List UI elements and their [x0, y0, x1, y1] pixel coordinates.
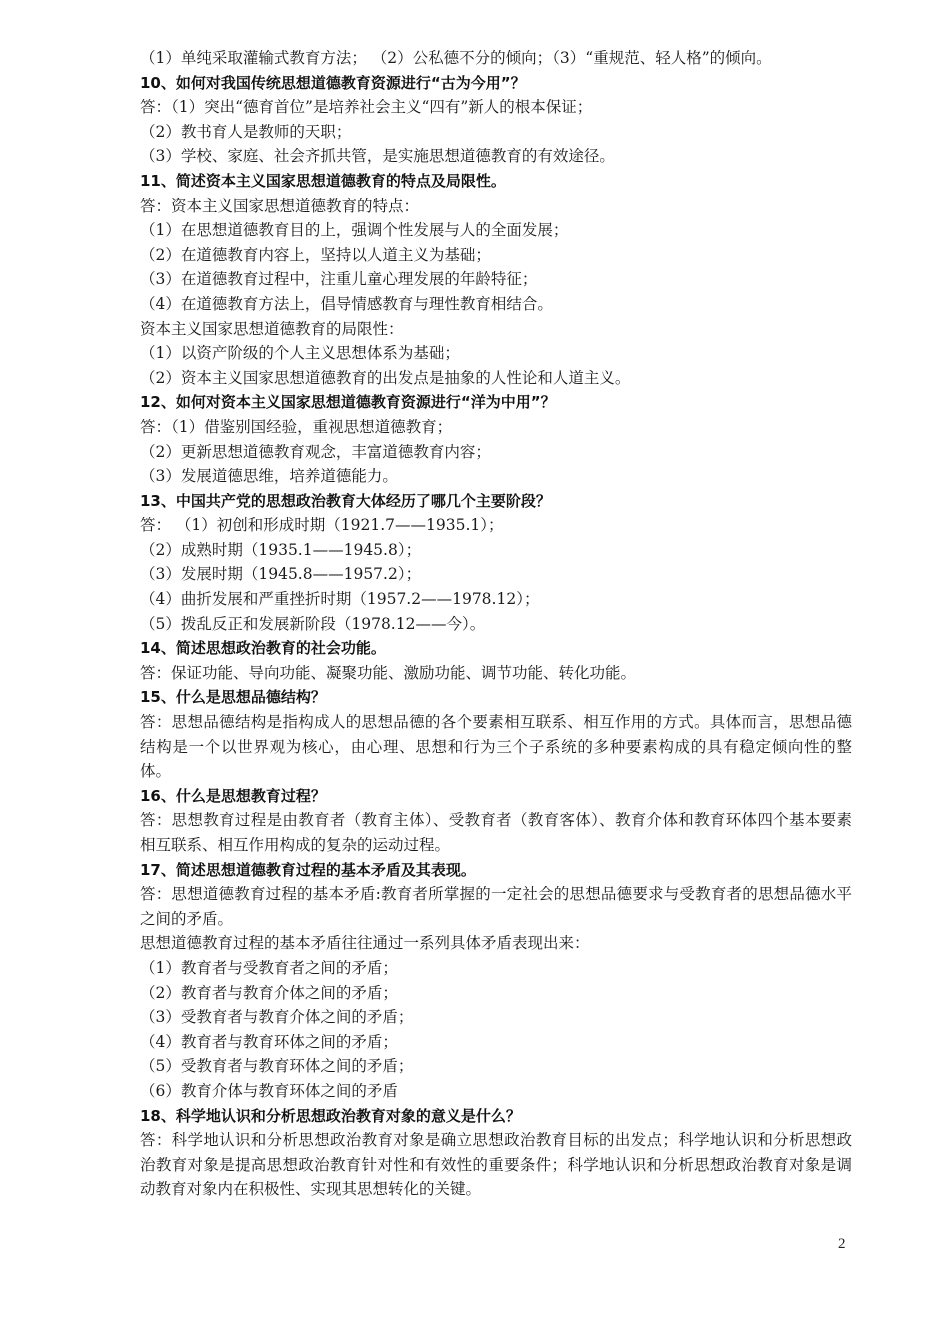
page-number: 2 — [838, 1236, 846, 1252]
answer-line: （3）在道德教育过程中，注重儿童心理发展的年龄特征； — [140, 270, 538, 289]
question-heading: 16、什么是思想教育过程？ — [140, 786, 326, 805]
answer-line: 答： （1）初创和形成时期（1921.7——1935.1）； — [140, 516, 504, 535]
answer-line: （3）发展时期（1945.8——1957.2）； — [140, 565, 422, 584]
answer-line: （6）教育介体与教育环体之间的矛盾 — [140, 1081, 398, 1100]
answer-line: （4）在道德教育方法上，倡导情感教育与理性教育相结合。 — [140, 294, 553, 313]
answer-line: （5）拨乱反正和发展新阶段（1978.12——今）。 — [140, 614, 486, 633]
answer-paragraph: 答：思想道德教育过程的基本矛盾:教育者所掌握的一定社会的思想品德要求与受教育者的思想品德水平之间的矛盾。 — [140, 885, 852, 928]
answer-line: （1）以资产阶级的个人主义思想体系为基础； — [140, 344, 460, 363]
question-heading: 10、如何对我国传统思想道德教育资源进行“古为今用”？ — [140, 73, 526, 92]
answer-line: （3）受教育者与教育介体之间的矛盾； — [140, 1008, 414, 1027]
answer-line: 答：资本主义国家思想道德教育的特点： — [140, 196, 420, 215]
answer-line: 思想道德教育过程的基本矛盾往往通过一系列具体矛盾表现出来： — [140, 934, 590, 953]
answer-line: （2）成熟时期（1935.1——1945.8）； — [140, 540, 422, 559]
answer-line: （1）在思想道德教育目的上，强调个性发展与人的全面发展； — [140, 221, 569, 240]
answer-line: 答：（1）突出“德育首位”是培养社会主义“四有”新人的根本保证； — [140, 98, 593, 117]
answer-paragraph: 答：科学地认识和分析思想政治教育对象是确立思想政治教育目标的出发点；科学地认识和分析思想政治教育对象是提高思想政治教育针对性和有效性的重要条件；科学地认识和分析思想政治教育对象是调动教育对象内在积极性、实现其思想转化的关键。 — [140, 1131, 852, 1199]
answer-line: （2）在道德教育内容上，坚持以人道主义为基础； — [140, 245, 491, 264]
answer-line: （4）教育者与教育环体之间的矛盾； — [140, 1032, 398, 1051]
answer-line: （3）学校、家庭、社会齐抓共管，是实施思想道德教育的有效途径。 — [140, 147, 615, 166]
question-heading: 12、如何对资本主义国家思想道德教育资源进行“洋为中用”？ — [140, 393, 556, 412]
question-heading: 15、什么是思想品德结构？ — [140, 688, 326, 707]
answer-paragraph: 答：思想教育过程是由教育者（教育主体）、受教育者（教育客体）、教育介体和教育环体四个基本要素相互联系、相互作用构成的复杂的运动过程。 — [140, 811, 852, 854]
answer-line: （4）曲折发展和严重挫折时期（1957.2——1978.12）； — [140, 590, 540, 609]
answer-line: 答：（1）借鉴别国经验，重视思想道德教育； — [140, 417, 453, 436]
question-heading: 18、科学地认识和分析思想政治教育对象的意义是什么？ — [140, 1106, 521, 1125]
question-heading: 17、简述思想道德教育过程的基本矛盾及其表现。 — [140, 860, 476, 879]
question-heading: 11、简述资本主义国家思想道德教育的特点及局限性。 — [140, 171, 506, 190]
question-heading: 14、简述思想政治教育的社会功能。 — [140, 639, 386, 658]
answer-line: （5）受教育者与教育环体之间的矛盾； — [140, 1057, 414, 1076]
answer-line: （1）单纯采取灌输式教育方法； （2）公私德不分的倾向；（3）“重规范、轻人格”的倾向。 — [140, 49, 772, 67]
answer-line: （3）发展道德思维，培养道德能力。 — [140, 467, 398, 486]
answer-line: （2）教育者与教育介体之间的矛盾； — [140, 983, 398, 1002]
answer-line: 资本主义国家思想道德教育的局限性： — [140, 319, 404, 338]
answer-line: （1）教育者与受教育者之间的矛盾； — [140, 958, 398, 977]
question-heading: 13、中国共产党的思想政治教育大体经历了哪几个主要阶段？ — [140, 491, 551, 510]
answer-paragraph: 答：思想品德结构是指构成人的思想品德的各个要素相互联系、相互作用的方式。具体而言，思想品德结构是一个以世界观为核心，由心理、思想和行为三个子系统的多种要素构成的具有稳定倾向性的整体。 — [140, 713, 852, 781]
document-body — [140, 46, 852, 1202]
answer-line: 答：保证功能、导向功能、凝聚功能、激励功能、调节功能、转化功能。 — [140, 663, 637, 682]
answer-line: （2）教书育人是教师的天职； — [140, 122, 352, 141]
answer-line: （2）资本主义国家思想道德教育的出发点是抽象的人性论和人道主义。 — [140, 368, 631, 387]
answer-line: （2）更新思想道德教育观念，丰富道德教育内容； — [140, 442, 491, 461]
